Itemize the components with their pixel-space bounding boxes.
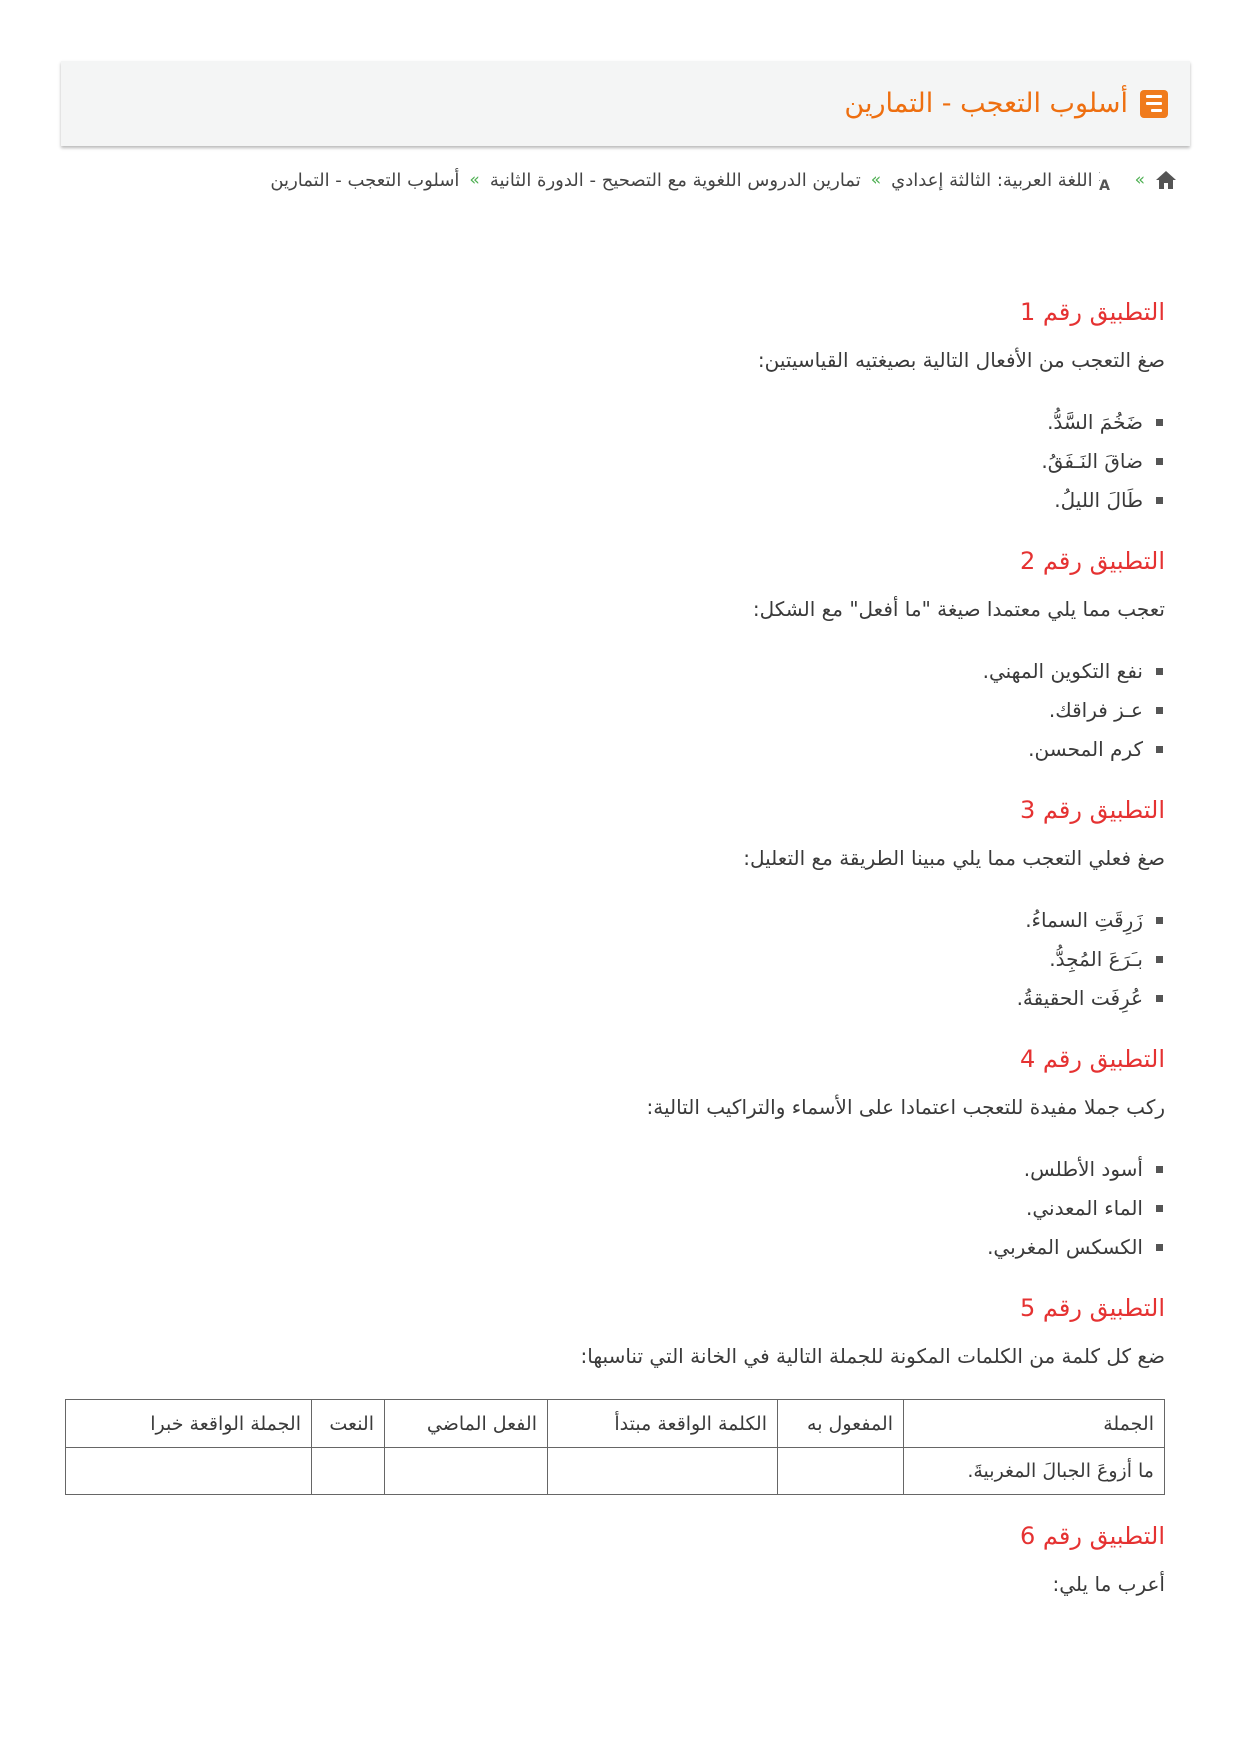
list-item-text: كرم المحسن. — [1028, 737, 1143, 761]
bullet-icon — [1156, 917, 1163, 924]
list-item — [65, 691, 1165, 730]
exercise-instruction: أعرب ما يلي: — [1052, 1572, 1165, 1596]
list-item-text: أسود الأطلس. — [1023, 1157, 1143, 1181]
list-item — [65, 940, 1165, 979]
bullet-icon — [1156, 746, 1163, 753]
exercise-6 — [65, 1519, 1165, 1599]
exercise-instruction: صغ فعلي التعجب مما يلي مبينا الطريقة مع التعليل: — [743, 846, 1165, 870]
bullet-icon — [1156, 956, 1163, 963]
bullet-icon — [1156, 458, 1163, 465]
breadcrumb-item-language-exercises[interactable]: تمارين الدروس اللغوية مع التصحيح - الدورة الثانية — [489, 169, 861, 191]
bullet-icon — [1156, 668, 1163, 675]
exercise-list — [65, 901, 1165, 1018]
exercise-5 — [65, 1291, 1165, 1495]
exercise-1 — [65, 295, 1165, 520]
table-cell: ما أزوعَ الجبالَ المغربيةَ. — [904, 1448, 1165, 1495]
list-item-text: الكسكس المغربي. — [987, 1235, 1143, 1259]
breadcrumb-item-current: أسلوب التعجب - التمارين — [270, 169, 460, 191]
table-cell — [66, 1448, 312, 1495]
breadcrumb-item-arabic-third-prep[interactable]: اللغة العربية: الثالثة إعدادي — [891, 169, 1093, 191]
exercise-title: التطبيق رقم 2 — [1020, 547, 1165, 575]
table-cell — [778, 1448, 904, 1495]
table-header-cell: الجملة — [904, 1400, 1165, 1448]
list-item-text: زَرِقَتِ السماءُ. — [1025, 908, 1143, 932]
exercise-title: التطبيق رقم 3 — [1020, 796, 1165, 824]
exercise-table — [65, 1399, 1165, 1495]
exercise-title: التطبيق رقم 5 — [1020, 1294, 1165, 1322]
home-icon[interactable] — [1155, 170, 1177, 190]
list-item — [65, 1150, 1165, 1189]
list-item — [65, 652, 1165, 691]
bullet-icon — [1156, 497, 1163, 504]
list-item-text: ضَخُمَ السَّدُّ. — [1047, 410, 1143, 434]
list-item-text: الماء المعدني. — [1025, 1196, 1143, 1220]
exercise-list — [65, 652, 1165, 769]
table-header-cell: الجملة الواقعة خبرا — [66, 1400, 312, 1448]
translate-icon — [1099, 168, 1125, 192]
bullet-icon — [1156, 419, 1163, 426]
list-item — [65, 403, 1165, 442]
breadcrumb-separator: » — [870, 170, 882, 190]
list-item — [65, 979, 1165, 1018]
breadcrumb-separator: » — [469, 170, 480, 190]
table-header-cell: المفعول به — [778, 1400, 904, 1448]
exercise-title: التطبيق رقم 1 — [1020, 298, 1165, 326]
list-item-text: ضاقَ النَـفَقُ. — [1041, 449, 1143, 473]
list-item-text: بـَرَعَ المُجِدُّ. — [1049, 947, 1143, 971]
table-header-row — [66, 1400, 1165, 1448]
list-item — [65, 481, 1165, 520]
bullet-icon — [1156, 1166, 1163, 1173]
exercise-4 — [65, 1042, 1165, 1267]
exercise-title: التطبيق رقم 4 — [1020, 1045, 1165, 1073]
list-item-text: طَالَ الليلُ. — [1054, 488, 1143, 512]
list-item — [65, 730, 1165, 769]
bullet-icon — [1156, 707, 1163, 714]
svg-text:A: A — [1098, 178, 1110, 192]
document-icon — [1140, 90, 1168, 118]
page-header — [61, 61, 1190, 146]
list-item-text: عـز فراقك. — [1048, 698, 1143, 722]
exercise-2 — [65, 544, 1165, 769]
list-item-text: نفع التكوين المهني. — [982, 659, 1143, 683]
list-item — [65, 901, 1165, 940]
bullet-icon — [1156, 1244, 1163, 1251]
exercise-3 — [65, 793, 1165, 1018]
exercise-list — [65, 403, 1165, 520]
table-cell — [548, 1448, 778, 1495]
list-item — [65, 442, 1165, 481]
exercise-list — [65, 1150, 1165, 1267]
list-item — [65, 1228, 1165, 1267]
table-cell — [312, 1448, 385, 1495]
table-row — [66, 1448, 1165, 1495]
list-item-text: عُرِفَت الحقيقةُ. — [1016, 986, 1143, 1010]
table-header-cell: النعت — [312, 1400, 385, 1448]
table-header-cell: الفعل الماضي — [385, 1400, 548, 1448]
exercise-instruction: ضع كل كلمة من الكلمات المكونة للجملة التالية في الخانة التي تناسبها: — [580, 1344, 1165, 1368]
exercise-title: التطبيق رقم 6 — [1020, 1522, 1165, 1550]
exercise-instruction: تعجب مما يلي معتمدا صيغة "ما أفعل" مع الشكل: — [752, 597, 1165, 621]
table-header-cell: الكلمة الواقعة مبتدأ — [548, 1400, 778, 1448]
bullet-icon — [1156, 995, 1163, 1002]
main-content — [65, 295, 1165, 1623]
page-title: أسلوب التعجب - التمارين — [844, 88, 1128, 119]
breadcrumb — [60, 168, 1177, 192]
list-item — [65, 1189, 1165, 1228]
table-cell — [385, 1448, 548, 1495]
exercise-instruction: ركب جملا مفيدة للتعجب اعتمادا على الأسماء والتراكيب التالية: — [646, 1095, 1165, 1119]
breadcrumb-separator: » — [1134, 170, 1145, 190]
bullet-icon — [1156, 1205, 1163, 1212]
exercise-instruction: صغ التعجب من الأفعال التالية بصيغتيه القياسيتين: — [757, 348, 1165, 372]
